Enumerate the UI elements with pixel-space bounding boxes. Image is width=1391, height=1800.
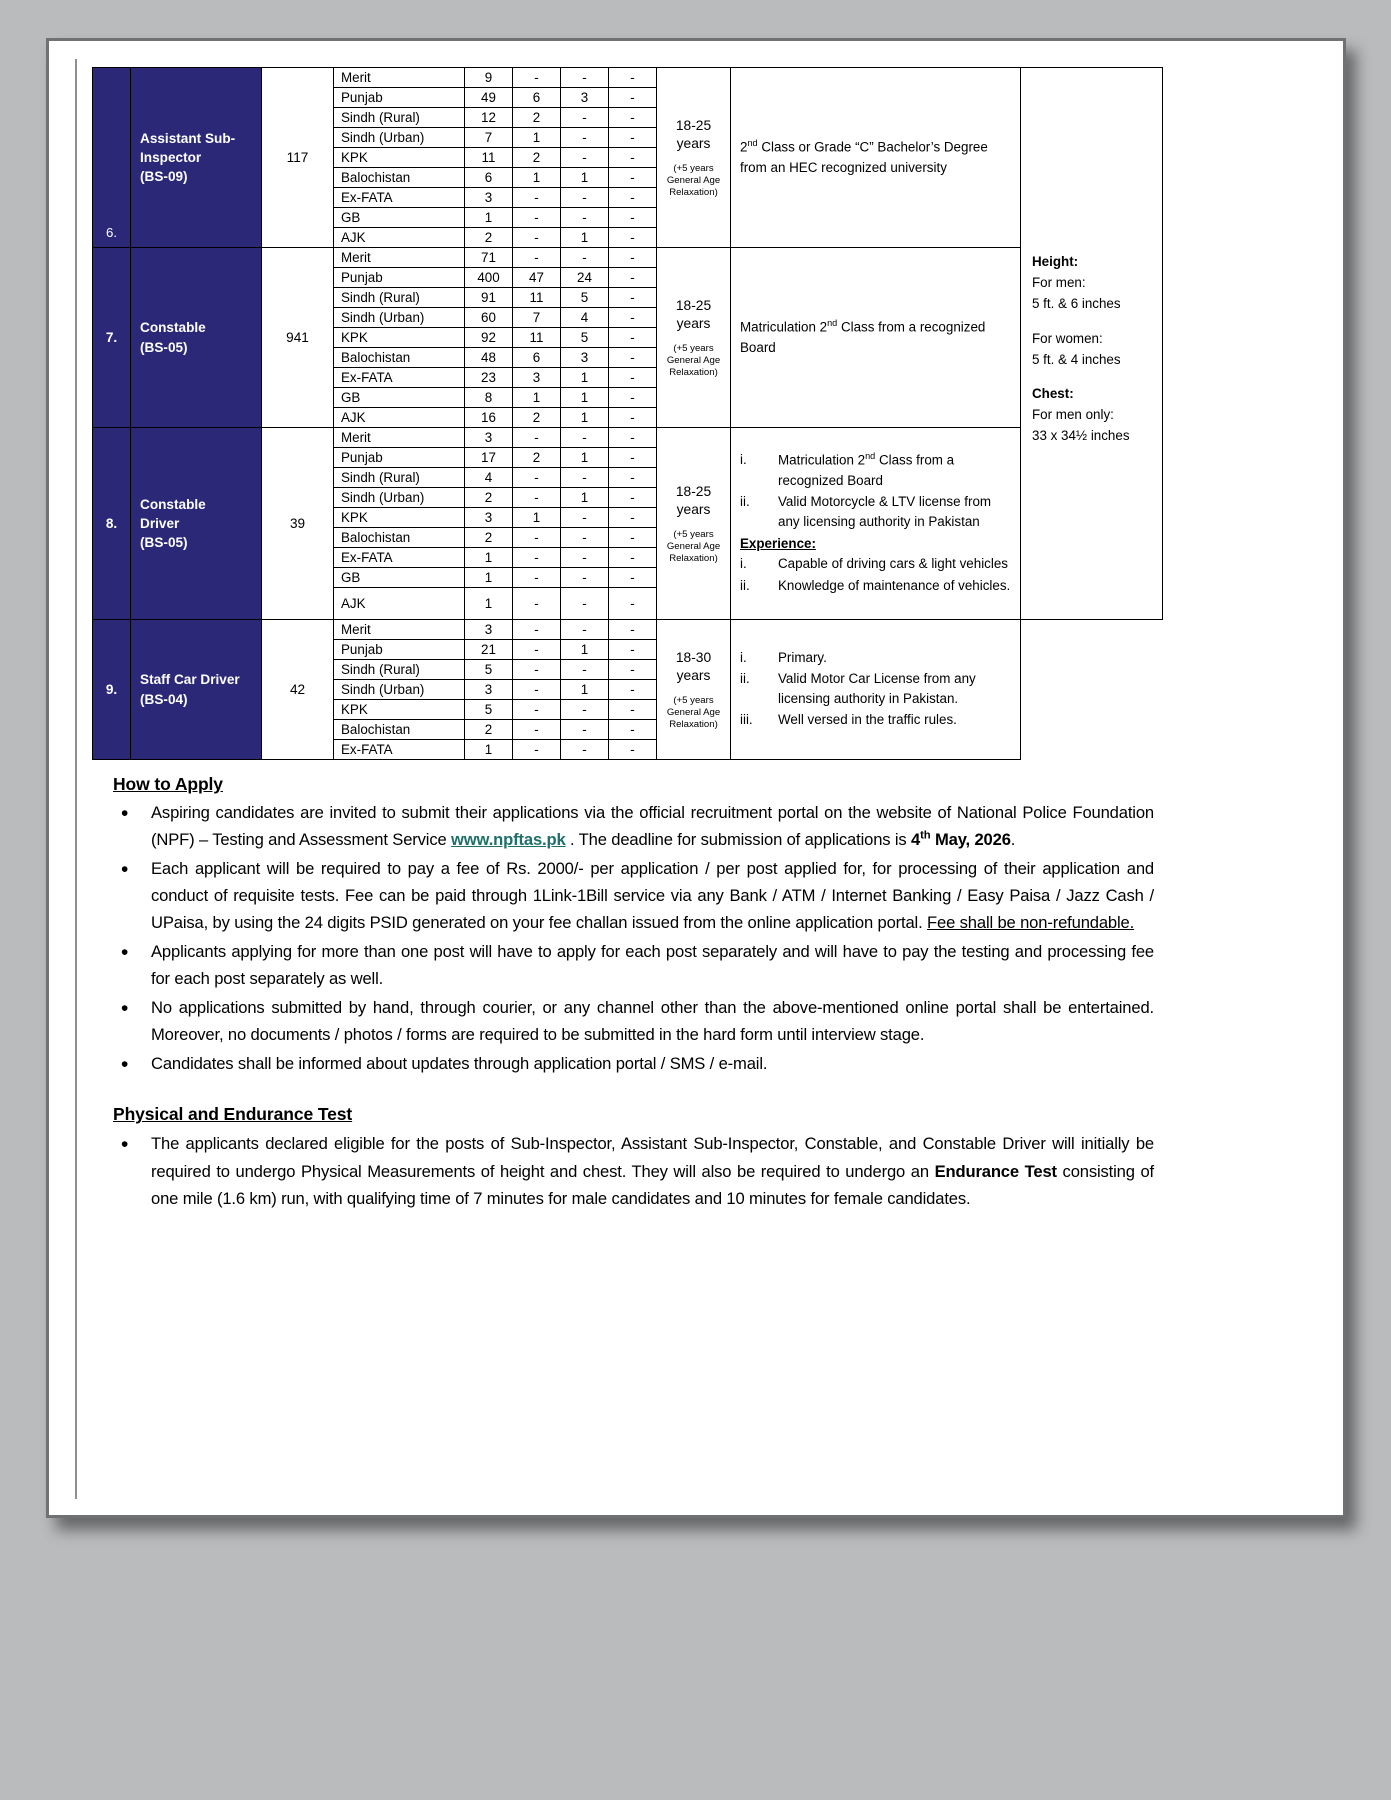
vacancy-table xyxy=(92,67,1163,760)
region-disabled: - xyxy=(609,568,657,588)
qualification-list xyxy=(740,450,1011,532)
region-open: 8 xyxy=(465,388,513,408)
region-minority: - xyxy=(561,588,609,620)
row-total-6: 117 xyxy=(262,68,334,248)
experience-heading: Experience: xyxy=(740,536,816,552)
region-disabled: - xyxy=(609,740,657,760)
row-age-7 xyxy=(657,248,731,428)
region-open: 1 xyxy=(465,740,513,760)
list-text: Valid Motor Car License from any licensing authority in Pakistan. xyxy=(778,670,976,706)
list-text: Well versed in the traffic rules. xyxy=(778,712,957,728)
region-name: KPK xyxy=(334,148,465,168)
row-serial-7: 7. xyxy=(93,248,131,428)
region-disabled: - xyxy=(609,268,657,288)
list-item xyxy=(91,855,1154,936)
list-item xyxy=(740,492,1011,532)
region-open: 1 xyxy=(465,568,513,588)
chest-men-label: For men only: xyxy=(1032,407,1114,423)
post-title-line3: (BS-09) xyxy=(140,169,188,185)
bullet-text-part2: . The deadline for submission of applications is xyxy=(565,830,912,850)
region-open: 23 xyxy=(465,368,513,388)
list-text: Capable of driving cars & light vehicles xyxy=(778,556,1008,572)
region-open: 48 xyxy=(465,348,513,368)
region-women: 1 xyxy=(513,168,561,188)
list-item: • Candidates shall be informed about updates through application portal / SMS / e-mail. xyxy=(91,1050,1154,1077)
region-open: 3 xyxy=(465,680,513,700)
list-item xyxy=(740,710,1011,730)
list-item xyxy=(91,1130,1154,1211)
row-age-8 xyxy=(657,428,731,620)
region-disabled: - xyxy=(609,288,657,308)
list-item xyxy=(740,554,1011,574)
physical-endurance-bullets xyxy=(91,1130,1154,1211)
region-women: - xyxy=(513,620,561,640)
region-women: - xyxy=(513,588,561,620)
list-text: Valid Motorcycle & LTV license from any licensing authority in Pakistan xyxy=(778,494,992,530)
region-open: 2 xyxy=(465,228,513,248)
region-women: - xyxy=(513,720,561,740)
physical-endurance-heading: Physical and Endurance Test xyxy=(113,1104,353,1125)
region-name: Merit xyxy=(334,620,465,640)
height-women-label: For women: xyxy=(1032,330,1103,346)
region-women: - xyxy=(513,568,561,588)
qualification-text: Matriculation 2nd Class from a recognized Board xyxy=(740,318,986,355)
region-women: 2 xyxy=(513,448,561,468)
region-name: Ex-FATA xyxy=(334,548,465,568)
post-title-line2: Driver xyxy=(140,515,180,531)
region-open: 1 xyxy=(465,548,513,568)
region-minority: - xyxy=(561,148,609,168)
region-open: 3 xyxy=(465,508,513,528)
region-name: Merit xyxy=(334,68,465,88)
age-relax-l3: Relaxation) xyxy=(669,718,718,730)
region-name: Sindh (Urban) xyxy=(334,308,465,328)
region-women: 11 xyxy=(513,328,561,348)
region-disabled: - xyxy=(609,368,657,388)
age-range-line2: years xyxy=(676,316,711,332)
region-open: 4 xyxy=(465,468,513,488)
region-women: 11 xyxy=(513,288,561,308)
region-disabled: - xyxy=(609,528,657,548)
region-minority: - xyxy=(561,700,609,720)
region-name: AJK xyxy=(334,228,465,248)
region-disabled: - xyxy=(609,228,657,248)
age-relax-l2: General Age xyxy=(666,540,721,552)
region-open: 1 xyxy=(465,208,513,228)
qualification-text: 2nd Class or Grade “C” Bachelor’s Degree from an HEC recognized university xyxy=(740,138,988,175)
region-name: GB xyxy=(334,208,465,228)
region-women: - xyxy=(513,640,561,660)
region-name: Sindh (Rural) xyxy=(334,108,465,128)
region-name: Sindh (Rural) xyxy=(334,660,465,680)
region-disabled: - xyxy=(609,620,657,640)
region-disabled: - xyxy=(609,88,657,108)
region-disabled: - xyxy=(609,428,657,448)
region-name: Sindh (Urban) xyxy=(334,680,465,700)
region-name: Sindh (Urban) xyxy=(334,488,465,508)
bullet-text-fee: Each applicant will be required to pay a fee of Rs. 2000/- per application / per post applied for, for processing of their application and conduct of requisite tests. Fee can be paid through 1Link-1Bill service via any Bank / ATM / Internet Banking / Easy Paisa / Jazz Cash / UPaisa, by using the 24 digits PSID generated on your fee challan issued from the online application portal. xyxy=(151,859,1154,933)
region-women: - xyxy=(513,428,561,448)
region-minority: 1 xyxy=(561,368,609,388)
region-disabled: - xyxy=(609,448,657,468)
region-minority: - xyxy=(561,68,609,88)
post-title-line1: Assistant Sub- xyxy=(140,130,236,146)
region-open: 92 xyxy=(465,328,513,348)
how-to-apply-section xyxy=(91,774,1154,1077)
qualification-text xyxy=(740,450,1011,595)
region-name: Punjab xyxy=(334,640,465,660)
list-marker: ii. xyxy=(740,670,750,686)
region-women: 1 xyxy=(513,388,561,408)
region-name: GB xyxy=(334,388,465,408)
list-item xyxy=(91,799,1154,853)
region-name: AJK xyxy=(334,588,465,620)
height-men-value: 5 ft. & 6 inches xyxy=(1032,295,1121,311)
list-marker: i. xyxy=(740,649,747,665)
region-disabled: - xyxy=(609,328,657,348)
post-title-line3: (BS-05) xyxy=(140,535,188,551)
region-disabled: - xyxy=(609,168,657,188)
region-minority: 1 xyxy=(561,168,609,188)
row-post-9 xyxy=(131,620,262,760)
how-to-apply-heading: How to Apply xyxy=(113,774,223,794)
list-item: • Applicants applying for more than one post will have to apply for each post separately and will have to pay the testing and processing fee for each post separately as well. xyxy=(91,938,1154,992)
list-item xyxy=(740,450,1011,491)
region-minority: 24 xyxy=(561,268,609,288)
chest-value: 33 x 34½ inches xyxy=(1032,427,1130,443)
age-relaxation-note xyxy=(657,163,730,199)
table-row xyxy=(93,428,1163,448)
physical-standards-text xyxy=(1032,252,1151,446)
region-minority: - xyxy=(561,528,609,548)
region-minority: 5 xyxy=(561,328,609,348)
row-qualification-8 xyxy=(731,428,1021,620)
region-disabled: - xyxy=(609,68,657,88)
region-women: - xyxy=(513,488,561,508)
region-open: 71 xyxy=(465,248,513,268)
post-title-line2: Inspector xyxy=(140,149,202,165)
region-minority: - xyxy=(561,248,609,268)
region-women: - xyxy=(513,548,561,568)
region-women: - xyxy=(513,248,561,268)
region-minority: - xyxy=(561,548,609,568)
region-disabled: - xyxy=(609,680,657,700)
region-name: KPK xyxy=(334,700,465,720)
region-women: 2 xyxy=(513,408,561,428)
list-text: Knowledge of maintenance of vehicles. xyxy=(778,577,1011,593)
region-name: KPK xyxy=(334,328,465,348)
region-minority: - xyxy=(561,660,609,680)
region-disabled: - xyxy=(609,700,657,720)
row-total-8: 39 xyxy=(262,428,334,620)
table-row xyxy=(93,248,1163,268)
region-name: Ex-FATA xyxy=(334,740,465,760)
age-range-line1: 18-30 xyxy=(675,649,712,665)
region-women: - xyxy=(513,660,561,680)
region-open: 3 xyxy=(465,620,513,640)
age-relax-l1: (+5 years xyxy=(673,694,714,706)
age-range-line2: years xyxy=(676,136,711,152)
row-serial-9: 9. xyxy=(93,620,131,760)
region-open: 2 xyxy=(465,488,513,508)
region-disabled: - xyxy=(609,128,657,148)
region-minority: 3 xyxy=(561,88,609,108)
region-minority: 1 xyxy=(561,640,609,660)
npftas-website-link[interactable]: www.npftas.pk xyxy=(451,830,566,850)
row-serial-6: 6. xyxy=(93,68,131,248)
region-disabled: - xyxy=(609,188,657,208)
list-item: • No applications submitted by hand, through courier, or any channel other than the above-mentioned online portal shall be entertained. Moreover, no documents / photos / forms are required to be submitted in the hard form until interview stage. xyxy=(91,994,1154,1048)
region-minority: - xyxy=(561,740,609,760)
age-range-line2: years xyxy=(676,668,711,684)
document-page xyxy=(91,67,1311,1214)
region-women: - xyxy=(513,680,561,700)
region-women: - xyxy=(513,740,561,760)
region-name: Punjab xyxy=(334,448,465,468)
region-minority: 1 xyxy=(561,680,609,700)
post-title-line1: Constable xyxy=(140,320,206,336)
post-title-line1: Staff Car Driver xyxy=(140,672,240,688)
region-women: 1 xyxy=(513,508,561,528)
region-name: Sindh (Rural) xyxy=(334,468,465,488)
region-minority: - xyxy=(561,428,609,448)
region-women: 6 xyxy=(513,348,561,368)
list-marker: iii. xyxy=(740,712,753,728)
region-minority: 1 xyxy=(561,448,609,468)
region-minority: - xyxy=(561,208,609,228)
region-disabled: - xyxy=(609,148,657,168)
region-name: Punjab xyxy=(334,88,465,108)
endurance-text-part1: The applicants declared eligible for the posts of Sub-Inspector, Assistant Sub-Inspector, Constable, and Constable Driver will initially be required to undergo Physical Measurements of height and chest. They will also be required to undergo an xyxy=(151,1134,1154,1181)
region-women: - xyxy=(513,208,561,228)
region-women: - xyxy=(513,68,561,88)
row-total-9: 42 xyxy=(262,620,334,760)
region-name: Balochistan xyxy=(334,168,465,188)
region-disabled: - xyxy=(609,720,657,740)
region-open: 16 xyxy=(465,408,513,428)
region-name: GB xyxy=(334,568,465,588)
age-relax-l1: (+5 years xyxy=(673,528,714,540)
region-name: Merit xyxy=(334,248,465,268)
region-name: AJK xyxy=(334,408,465,428)
region-women: 1 xyxy=(513,128,561,148)
region-disabled: - xyxy=(609,640,657,660)
row-post-7 xyxy=(131,248,262,428)
list-marker: i. xyxy=(740,452,747,468)
post-title-line2: (BS-04) xyxy=(140,691,188,707)
region-open: 60 xyxy=(465,308,513,328)
region-minority: - xyxy=(561,508,609,528)
post-title-line1: Constable xyxy=(140,496,206,512)
application-deadline: 4th May, 2026 xyxy=(911,829,1011,850)
table-row xyxy=(93,620,1163,640)
age-range-line1: 18-25 xyxy=(675,117,712,133)
endurance-text-part2: consisting of one mile (1.6 km) run, with qualifying time of 7 minutes for male candidates and 10 minutes for female candidates. xyxy=(151,1161,1155,1208)
region-open: 5 xyxy=(465,660,513,680)
region-name: Balochistan xyxy=(334,348,465,368)
region-name: KPK xyxy=(334,508,465,528)
region-name: Sindh (Rural) xyxy=(334,288,465,308)
region-disabled: - xyxy=(609,308,657,328)
how-to-apply-bullets xyxy=(91,799,1154,1077)
experience-list xyxy=(740,554,1011,595)
height-heading: Height: xyxy=(1032,254,1079,270)
region-open: 11 xyxy=(465,148,513,168)
region-open: 3 xyxy=(465,188,513,208)
region-name: Merit xyxy=(334,428,465,448)
age-relax-l2: General Age xyxy=(666,354,721,366)
region-women: 2 xyxy=(513,148,561,168)
list-text: Primary. xyxy=(778,649,827,665)
scanned-page-frame xyxy=(46,38,1346,1518)
region-minority: - xyxy=(561,720,609,740)
region-minority: 1 xyxy=(561,228,609,248)
list-item xyxy=(740,648,1011,668)
row-serial-8: 8. xyxy=(93,428,131,620)
region-open: 7 xyxy=(465,128,513,148)
region-women: - xyxy=(513,700,561,720)
height-women-value: 5 ft. & 4 inches xyxy=(1032,351,1121,367)
region-name: Punjab xyxy=(334,268,465,288)
chest-heading: Chest: xyxy=(1032,386,1074,402)
region-minority: 4 xyxy=(561,308,609,328)
region-minority: - xyxy=(561,188,609,208)
region-minority: - xyxy=(561,128,609,148)
row-age-9 xyxy=(657,620,731,760)
row-post-6 xyxy=(131,68,262,248)
row-qualification-7 xyxy=(731,248,1021,428)
list-marker: ii. xyxy=(740,494,750,510)
region-minority: - xyxy=(561,620,609,640)
height-men-label: For men: xyxy=(1032,275,1086,291)
region-open: 2 xyxy=(465,720,513,740)
age-relax-l3: Relaxation) xyxy=(669,552,718,564)
region-women: 7 xyxy=(513,308,561,328)
region-women: 2 xyxy=(513,108,561,128)
region-open: 17 xyxy=(465,448,513,468)
region-open: 5 xyxy=(465,700,513,720)
region-name: Ex-FATA xyxy=(334,368,465,388)
row-total-7: 941 xyxy=(262,248,334,428)
fee-non-refundable-note: Fee shall be non-refundable. xyxy=(927,913,1135,933)
region-minority: 1 xyxy=(561,488,609,508)
list-text: Matriculation 2nd Class from a recognized Board xyxy=(778,451,955,488)
region-disabled: - xyxy=(609,408,657,428)
age-relax-l2: General Age xyxy=(666,706,721,718)
list-item xyxy=(740,669,1011,709)
region-open: 2 xyxy=(465,528,513,548)
list-item xyxy=(740,576,1011,596)
age-relaxation-note xyxy=(657,695,730,731)
qualification-text xyxy=(740,648,1011,730)
bullet-text-part3: . xyxy=(1010,830,1016,850)
region-open: 21 xyxy=(465,640,513,660)
region-disabled: - xyxy=(609,468,657,488)
region-women: 47 xyxy=(513,268,561,288)
region-disabled: - xyxy=(609,660,657,680)
region-disabled: - xyxy=(609,348,657,368)
region-open: 49 xyxy=(465,88,513,108)
row-qualification-6 xyxy=(731,68,1021,248)
region-women: - xyxy=(513,228,561,248)
region-open: 91 xyxy=(465,288,513,308)
table-row xyxy=(93,68,1163,88)
age-relax-l1: (+5 years xyxy=(673,162,714,174)
region-open: 1 xyxy=(465,588,513,620)
region-minority: 1 xyxy=(561,408,609,428)
row-qualification-9 xyxy=(731,620,1021,760)
region-name: Sindh (Urban) xyxy=(334,128,465,148)
bullet-text-part1: Aspiring candidates are invited to submit their applications via the official recruitment portal on the website of National Police Foundation (NPF) – Testing and Assessment Service xyxy=(151,803,1154,850)
region-disabled: - xyxy=(609,208,657,228)
qualification-list xyxy=(740,648,1011,730)
region-women: 3 xyxy=(513,368,561,388)
list-marker: i. xyxy=(740,556,747,572)
vacancy-table-body xyxy=(93,68,1163,760)
scanned-page-inner xyxy=(75,59,1323,1499)
region-open: 12 xyxy=(465,108,513,128)
age-range-line1: 18-25 xyxy=(675,483,712,499)
region-women: - xyxy=(513,468,561,488)
physical-standards-cell xyxy=(1021,68,1163,620)
region-minority: - xyxy=(561,568,609,588)
region-women: 6 xyxy=(513,88,561,108)
region-disabled: - xyxy=(609,588,657,620)
region-open: 6 xyxy=(465,168,513,188)
region-open: 9 xyxy=(465,68,513,88)
region-disabled: - xyxy=(609,488,657,508)
endurance-test-label: Endurance Test xyxy=(934,1161,1057,1181)
age-range-line2: years xyxy=(676,502,711,518)
row-age-6 xyxy=(657,68,731,248)
region-name: Ex-FATA xyxy=(334,188,465,208)
age-relax-l1: (+5 years xyxy=(673,342,714,354)
region-name: Balochistan xyxy=(334,720,465,740)
age-relaxation-note xyxy=(657,343,730,379)
age-relax-l3: Relaxation) xyxy=(669,366,718,378)
region-disabled: - xyxy=(609,388,657,408)
region-minority: 5 xyxy=(561,288,609,308)
region-minority: - xyxy=(561,468,609,488)
region-disabled: - xyxy=(609,108,657,128)
age-relax-l3: Relaxation) xyxy=(669,186,718,198)
age-relaxation-note xyxy=(657,529,730,565)
region-disabled: - xyxy=(609,248,657,268)
age-range-line1: 18-25 xyxy=(675,297,712,313)
region-minority: 3 xyxy=(561,348,609,368)
age-relax-l2: General Age xyxy=(666,174,721,186)
list-marker: ii. xyxy=(740,577,750,593)
region-minority: 1 xyxy=(561,388,609,408)
region-name: Balochistan xyxy=(334,528,465,548)
region-women: - xyxy=(513,528,561,548)
region-disabled: - xyxy=(609,508,657,528)
region-open: 400 xyxy=(465,268,513,288)
region-open: 3 xyxy=(465,428,513,448)
physical-endurance-section xyxy=(91,1104,1154,1211)
region-minority: - xyxy=(561,108,609,128)
region-disabled: - xyxy=(609,548,657,568)
post-title-line2: (BS-05) xyxy=(140,339,188,355)
region-women: - xyxy=(513,188,561,208)
row-post-8 xyxy=(131,428,262,620)
